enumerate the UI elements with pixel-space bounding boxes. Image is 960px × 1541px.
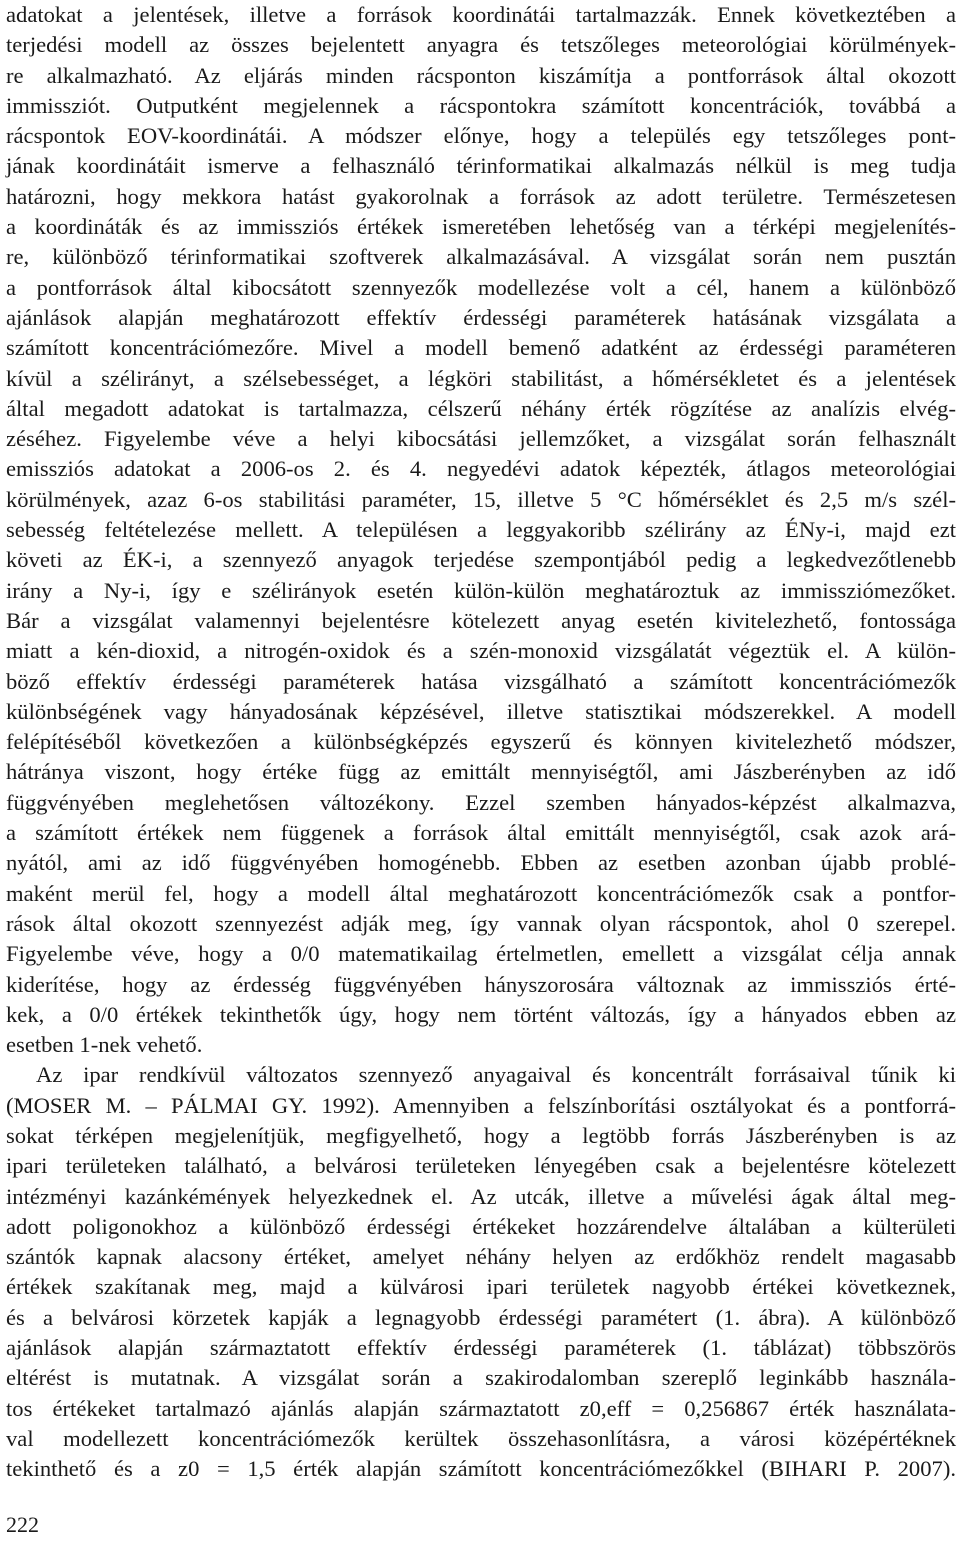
text-line: tekinthető és a z0 = 1,5 érték alapján számított koncentrációmezőkkel (BIHARI P. 2007). (6, 1456, 956, 1482)
text-line: jának koordinátáit ismerve a felhasználó térinformatikai alkalmazás nélkül is meg tudja (6, 153, 956, 179)
text-line: által megadott adatokat is tartalmazza, célszerű néhány érték rögzítése az analízis elvég- (6, 395, 956, 421)
text-line: függvényében meglehetősen változékony. Ezzel szemben hányados-képzést alkalmazva, (6, 789, 956, 815)
text-line: emissziós adatokat a 2006-os 2. és 4. negyedévi adatok képezték, átlagos meteorológiai (6, 456, 956, 482)
text-line: Bár a vizsgálat valamennyi bejelentésre kötelezett anyag esetén kivitelezhető, fontossága (6, 607, 956, 633)
text-line: terjedési modell az összes bejelentett anyagra és tetszőleges meteorológiai körülmények- (6, 32, 956, 58)
text-line: hátránya viszont, hogy értéke függ az emittált mennyiségtől, ami Jászberényben az idő (6, 759, 956, 785)
text-line: körülmények, azaz 6-os stabilitási paraméter, 15, illetve 5 °C hőmérséklet és 2,5 m/s szél- (6, 486, 956, 512)
text-line: nyától, ami az idő függvényében homogénebb. Ebben az esetben azonban újabb problé- (6, 850, 956, 876)
text-line: szántók kapnak alacsony értéket, amelyet néhány helyen az erdőkhöz rendelt magasabb (6, 1244, 956, 1270)
text-line: tos értékeket tartalmazó ajánlás alapján származtatott z0,eff = 0,256867 érték használata- (6, 1395, 956, 1421)
text-line: számított koncentrációmezőre. Mivel a modell bemenő adatként az érdességi paraméteren (6, 335, 956, 361)
text-line: kiderítése, hogy az érdesség függvényében hányszorosára változnak az immissziós érté- (6, 971, 956, 997)
text-line: irány a Ny-i, így e szélirányok esetén külön-külön meghatároztuk az immissziómezőket. (6, 577, 956, 603)
text-line: miatt a kén-dioxid, a nitrogén-oxidok és a szén-monoxid vizsgálatát végeztük el. A külön- (6, 638, 956, 664)
paragraph-2 (6, 1060, 956, 1484)
text-line: adatokat a jelentések, illetve a források koordinátái tartalmazzák. Ennek következtében a (6, 2, 956, 27)
text-line: ipari területeken található, a belvárosi területeken lényegében csak a bejelentésre kötelezett (6, 1153, 956, 1179)
text-line: val modellezett koncentrációmezők kerültek összehasonlításra, a városi középértéknek (6, 1425, 956, 1451)
text-line: kek, a 0/0 értékek tekinthetők úgy, hogy nem történt változás, így a hányados ebben az (6, 1001, 956, 1027)
text-line: értékek szakítanak meg, majd a külvárosi ipari területek nagyobb értékei következnek, (6, 1274, 956, 1300)
text-line: rások által okozott szennyezést adják meg, így vannak olyan rácspontok, ahol 0 szerepel. (6, 910, 956, 936)
text-line: re, különböző térinformatikai szoftverek alkalmazásával. A vizsgálat során nem pusztán (6, 244, 956, 270)
text-line: rácspontok EOV-koordinátái. A módszer előnye, hogy a település egy tetszőleges pont- (6, 123, 956, 149)
text-line: a koordináták és az immissziós értékek ismeretében lehetőség van a térképi megjelenítés- (6, 214, 956, 240)
page-number: 222 (6, 1512, 39, 1537)
text-line: sebesség feltételezése mellett. A településen a leggyakoribb szélirány az ÉNy-i, majd ezt (6, 517, 956, 543)
text-line: ajánlások alapján származtatott effektív érdességi paraméterek (1. táblázat) többszörös (6, 1335, 956, 1361)
text-line: a számított értékek nem függenek a források által emittált mennyiségtől, csak azok ará- (6, 820, 956, 846)
text-line: a pontforrások által kibocsátott szennyezők modellezése volt a cél, hanem a különböző (6, 274, 956, 300)
text-line: esetben 1-nek vehető. (6, 1032, 203, 1058)
text-line: követi az ÉK-i, a szennyező anyagok terjedése szempontjából pedig a legkedvezőtlenebb (6, 547, 956, 573)
text-line: felépítéséből következően a különbségképzés egyszerű és könnyen kivitelezhető módszer, (6, 729, 956, 755)
text-line: és a belvárosi körzetek kapják a legnagyobb érdességi paramétert (1. ábra). A különböző (6, 1304, 956, 1330)
document-page (6, 0, 956, 1485)
text-line: maként merül fel, hogy a modell által meghatározott koncentrációmezők csak a pontfor- (6, 880, 956, 906)
text-line: (MOSER M. – PÁLMAI GY. 1992). Amennyiben a felszínborítási osztályokat és a pontforrá- (6, 1092, 956, 1118)
paragraph-1 (6, 0, 956, 1060)
text-line: re alkalmazható. Az eljárás minden rácsponton kiszámítja a pontforrások által okozott (6, 62, 956, 88)
text-line: zéséhez. Figyelembe véve a helyi kibocsátási jellemzőket, a vizsgálat során felhasznált (6, 426, 956, 452)
text-line: adott poligonokhoz a különböző érdességi értékeket hozzárendelve általában a külterületi (6, 1213, 956, 1239)
text-line: Figyelembe véve, hogy a 0/0 matematikailag értelmetlen, emellett a vizsgálat célja annak (6, 941, 956, 967)
text-line: eltérést is mutatnak. A vizsgálat során a szakirodalomban szereplő leginkább használa- (6, 1365, 956, 1391)
text-line: ajánlások alapján meghatározott effektív érdességi paraméterek hatásának vizsgálata a (6, 304, 956, 330)
text-line: különbségének vagy hányadosának képzésével, illetve statisztikai módszerekkel. A modell (6, 698, 956, 724)
text-line: sokat térképen megjelenítjük, megfigyelhető, hogy a legtöbb forrás Jászberényben is az (6, 1122, 956, 1148)
text-line: kívül a szélirányt, a szélsebességet, a légköri stabilitást, a hőmérsékletet és a jelentések (6, 365, 956, 391)
text-line: Az ipar rendkívül változatos szennyező anyagaival és koncentrált forrásaival tűnik ki (36, 1062, 956, 1088)
text-line: böző effektív érdességi paraméterek hatása vizsgálható a számított koncentrációmezők (6, 668, 956, 694)
text-line: immissziót. Outputként megjelennek a rácspontokra számított koncentrációk, továbbá a (6, 92, 956, 118)
text-line: intézményi kazánkémények helyezkednek el. Az utcák, illetve a művelési ágak által meg- (6, 1183, 956, 1209)
text-line: határozni, hogy mekkora hatást gyakorolnak a források az adott területre. Természetesen (6, 183, 956, 209)
